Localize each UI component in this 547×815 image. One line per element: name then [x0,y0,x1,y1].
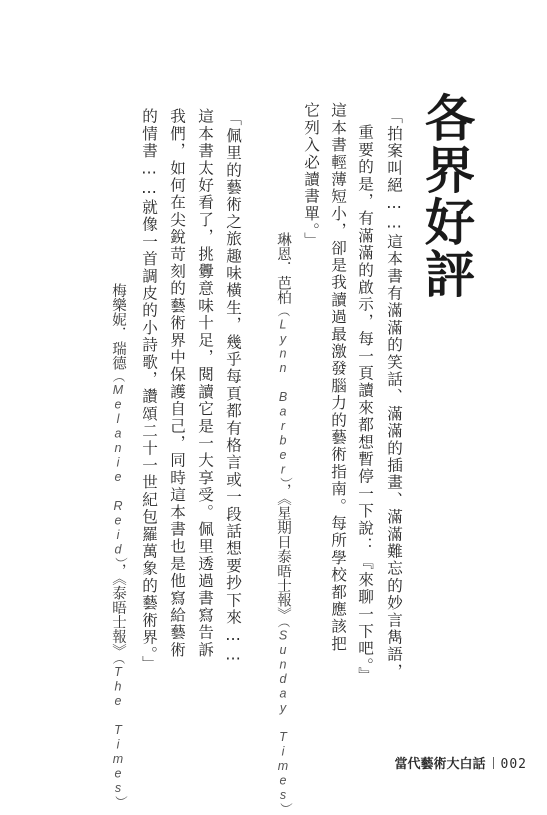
quote-line: 它列入必讀書單。」 [297,102,325,249]
attribution-source-latin: （The Times） [111,658,125,808]
quote-line: 的情書……就像一首調皮的小詩歌，讚頌二十一世紀包羅萬象的藝術界。」 [135,108,163,673]
attribution-name-latin: （Melanie Reid） [111,370,125,564]
attribution-separator: ， [275,484,291,499]
attribution-separator: ， [110,564,126,579]
quote-attribution [107,283,129,808]
page-title: 各界好評 [418,92,474,300]
quote-line: 這本書輕薄短小，卻是我讀過最激發腦力的藝術指南。每所學校都應該把 [324,102,352,652]
attribution-source: 《泰晤士報》 [110,578,126,658]
footer-divider [493,757,494,769]
attribution-name: 琳恩．芭柏 [275,232,291,305]
quote-line: 這本書太好看了，挑釁意味十足，閱讀它是一大享受。佩里透過書寫告訴 [191,108,219,658]
running-title: 當代藝術大白話 [395,757,486,772]
attribution-name-latin: （Lynn Barber） [276,305,290,484]
quote-line: 重要的是，有滿滿的啟示，每一頁讀來都想暫停一下說：『來聊一下吧。』 [351,124,379,684]
quote-line: 「佩里的藝術之旅趣味橫生，幾乎每頁都有格言或一段話想要抄下來…… [219,110,247,665]
attribution-name: 梅樂妮．瑞德 [110,283,126,370]
page-number: 002 [501,757,527,772]
page-footer [395,753,528,772]
attribution-source: 《星期日泰晤士報》 [275,498,291,621]
quote-line: 「拍案叫絕……這本書有滿滿的笑話、滿滿的插畫、滿滿難忘的妙言雋語， [380,108,408,680]
quote-attribution [272,232,294,815]
quote-line: 我們，如何在尖銳苛刻的藝術界中保護自己，同時這本書也是他寫給藝術 [163,108,191,658]
attribution-source-latin: （Sunday Times） [276,622,290,815]
